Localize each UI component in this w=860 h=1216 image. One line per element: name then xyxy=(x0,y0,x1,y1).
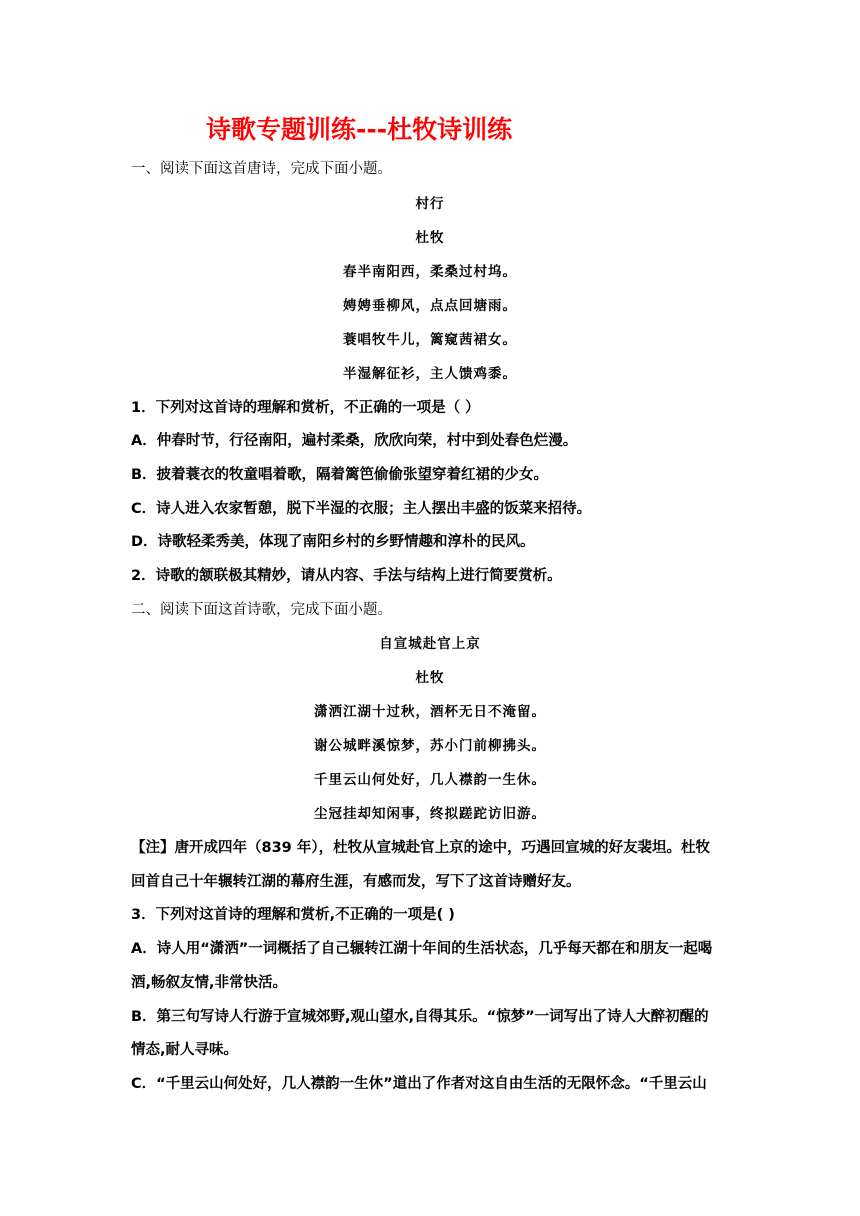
q3-option-b-line-1: B．第三句写诗人行游于宣城郊野,观山望水,自得其乐。“惊梦”一词写出了诗人大醉初醒的 xyxy=(131,1009,709,1025)
poem1-line-3: 蓑唱牧牛儿，篱窥茜裙女。 xyxy=(343,332,517,348)
q1-option-d: D．诗歌轻柔秀美，体现了南阳乡村的乡野情趣和淳朴的民风。 xyxy=(131,534,535,550)
poem2-line-1: 潇洒江湖十过秋，酒杯无日不淹留。 xyxy=(314,704,546,720)
poem2-title: 自宣城赴官上京 xyxy=(379,636,481,652)
q3-option-b-line-2: 情态,耐人寻味。 xyxy=(131,1042,239,1058)
q3-option-a-line-1: A．诗人用“潇洒”一词概括了自己辗转江湖十年间的生活状态，几乎每天都在和朋友一起喝 xyxy=(131,941,713,957)
section2-heading: 二、阅读下面这首诗歌，完成下面小题。 xyxy=(131,602,392,618)
question-1: 1．下列对这首诗的理解和赏析，不正确的一项是（ ） xyxy=(131,400,480,416)
poem1-line-2: 娉娉垂柳风，点点回塘雨。 xyxy=(343,298,517,314)
poem2-line-3: 千里云山何处好，几人襟韵一生休。 xyxy=(314,772,546,788)
poem1-line-4: 半湿解征衫，主人馈鸡黍。 xyxy=(343,366,517,382)
poem1-title: 村行 xyxy=(415,196,445,212)
q1-option-c: C．诗人进入农家暂憩，脱下半湿的衣服；主人摆出丰盛的饭菜来招待。 xyxy=(131,501,592,517)
section1-heading: 一、阅读下面这首唐诗，完成下面小题。 xyxy=(131,161,392,177)
q1-option-a: A．仲春时节，行径南阳，遍村柔桑，欣欣向荣，村中到处春色烂漫。 xyxy=(131,433,578,449)
poem2-note-line-1: 【注】唐开成四年（839 年），杜牧从宣城赴官上京的途中，巧遇回宣城的好友裴坦。杜牧 xyxy=(131,840,711,856)
poem2-line-2: 谢公城畔溪惊梦，苏小门前柳拂头。 xyxy=(314,738,546,754)
q3-option-c-line-1: C．“千里云山何处好，几人襟韵一生休”道出了作者对这自由生活的无限怀念。“千里云山 xyxy=(131,1076,707,1092)
question-2: 2．诗歌的颔联极其精妙，请从内容、手法与结构上进行简要赏析。 xyxy=(131,568,562,584)
q3-option-a-line-2: 酒,畅叙友情,非常快活。 xyxy=(131,975,288,991)
poem1-author: 杜牧 xyxy=(415,230,445,246)
question-3: 3．下列对这首诗的理解和赏析,不正确的一项是( ) xyxy=(131,907,455,923)
poem2-line-4: 尘冠挂却知闲事，终拟蹉跎访旧游。 xyxy=(314,806,546,822)
page-title: 诗歌专题训练---杜牧诗训练 xyxy=(206,115,513,144)
poem2-author: 杜牧 xyxy=(415,670,445,686)
poem1-line-1: 春半南阳西，柔桑过村坞。 xyxy=(343,264,517,280)
q1-option-b: B．披着蓑衣的牧童唱着歌，隔着篱笆偷偷张望穿着红裙的少女。 xyxy=(131,467,549,483)
poem2-note-line-2: 回首自己十年辗转江湖的幕府生涯，有感而发，写下了这首诗赠好友。 xyxy=(131,874,581,890)
